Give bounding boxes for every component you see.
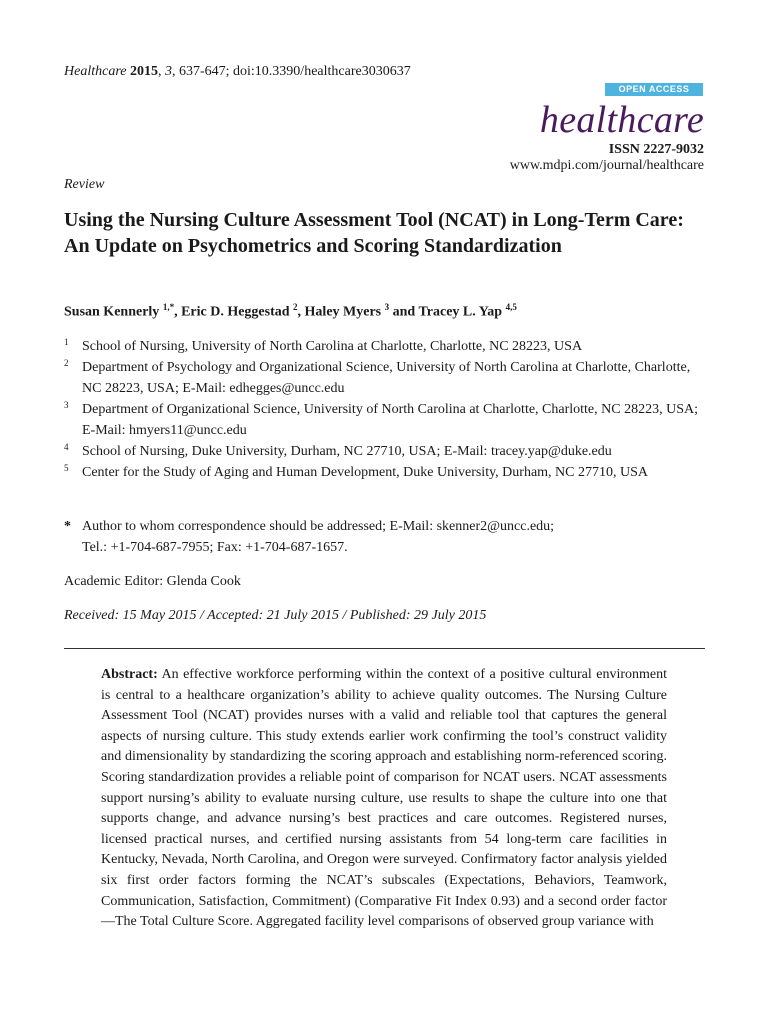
- affiliations: [64, 336, 704, 483]
- citation-volume: 3: [164, 64, 172, 79]
- correspondence-email: Author to whom correspondence should be addressed; E-Mail: skenner2@uncc.edu;: [82, 519, 555, 534]
- open-access-badge: OPEN ACCESS: [605, 83, 703, 96]
- affiliation-text: Department of Psychology and Organizational Science, University of North Carolina at Charlotte, Charlotte, NC 28223, USA; E-Mail: edhegges@uncc.edu: [82, 360, 691, 396]
- correspondence: [64, 516, 704, 558]
- affiliation-item: [64, 462, 704, 483]
- author-affiliation-mark: 1,*: [162, 302, 175, 312]
- correspondence-mark: *: [64, 519, 71, 534]
- academic-editor: Academic Editor: Glenda Cook: [64, 574, 241, 589]
- journal-url[interactable]: www.mdpi.com/journal/healthcare: [509, 158, 704, 173]
- affiliation-number: 2: [64, 358, 69, 368]
- author-name: Eric D. Heggestad: [181, 304, 290, 320]
- citation-year: 2015: [129, 64, 158, 79]
- affiliation-item: [64, 441, 704, 462]
- author-name: Haley Myers: [304, 304, 382, 320]
- abstract-text: An effective workforce performing within the context of a positive cultural environment is central to a healthcare organization’s ability to achieve quality outcomes. The Nursing Culture Assessment Tool (NCAT) provides nurses with a valid and reliable tool that captures the general aspects of nursing culture. This study extends earlier work confirming the tool’s construct validity and dimensionality by standardizing the scoring approach and establishing norm-referenced scoring. Scoring standardization provides a reliable point of comparison for NCAT users. NCAT assessments support nursing’s ability to evaluate nursing culture, use results to shape the culture into one that supports change, and advance nursing’s best practices and care outcomes. Registered nurses, licensed practical nurses, and certified nursing assistants from 54 long-term care facilities in Kentucky, Nevada, North Carolina, and Oregon were surveyed. Confirmatory factor analysis yielded six first order factors forming the NCAT’s subscales (Expectations, Behaviors, Teamwork, Communication, Satisfaction, Commitment) (Comparative Fit Index 0.93) and a second order factor—The Total Culture Score. Aggregated facility level comparisons of observed group variance with: [101, 667, 667, 930]
- author-separator: and: [389, 304, 419, 320]
- affiliation-item: [64, 357, 704, 399]
- abstract: [101, 665, 667, 933]
- citation-pages-doi: , 637-647; doi:10.3390/healthcare3030637: [171, 64, 411, 79]
- affiliation-text: School of Nursing, Duke University, Durham, NC 27710, USA; E-Mail: tracey.yap@duke.edu: [82, 444, 612, 459]
- article-title: Using the Nursing Culture Assessment Tool (NCAT) in Long-Term Care: An Update on Psychometrics and Scoring Standardization: [64, 209, 684, 257]
- journal-logo: healthcare: [539, 99, 704, 141]
- affiliation-number: 4: [64, 442, 69, 452]
- affiliation-number: 1: [64, 337, 69, 347]
- affiliation-text: Department of Organizational Science, University of North Carolina at Charlotte, Charlotte, NC 28223, USA; E-Mail: hmyers11@uncc.edu: [82, 402, 698, 438]
- author-affiliation-mark: 2: [293, 302, 298, 312]
- author-name: Susan Kennerly: [64, 304, 160, 320]
- publication-dates: Received: 15 May 2015 / Accepted: 21 July 2015 / Published: 29 July 2015: [64, 608, 487, 623]
- author-list: [64, 302, 517, 321]
- affiliation-item: [64, 336, 704, 357]
- affiliation-text: School of Nursing, University of North Carolina at Charlotte, Charlotte, NC 28223, USA: [82, 339, 583, 354]
- author-separator: ,: [174, 304, 182, 320]
- author-affiliation-mark: 3: [384, 302, 390, 312]
- correspondence-phone: Tel.: +1-704-687-7955; Fax: +1-704-687-1657.: [82, 540, 348, 555]
- abstract-label: Abstract:: [101, 667, 158, 682]
- affiliation-item: [64, 399, 704, 441]
- divider: [64, 648, 705, 649]
- author-affiliation-mark: 4,5: [505, 302, 517, 312]
- issn: ISSN 2227-9032: [608, 142, 704, 157]
- affiliation-number: 5: [64, 463, 69, 473]
- citation-line: Healthcare 2015, 3, 637-647; doi:10.3390/healthcare3030637: [64, 64, 411, 79]
- affiliation-text: Center for the Study of Aging and Human Development, Duke University, Durham, NC 27710, USA: [82, 465, 649, 480]
- affiliation-number: 3: [64, 400, 69, 410]
- author-separator: ,: [297, 304, 305, 320]
- citation-journal: Healthcare: [64, 64, 127, 79]
- article-type: Review: [64, 177, 105, 192]
- author-name: Tracey L. Yap: [418, 304, 503, 320]
